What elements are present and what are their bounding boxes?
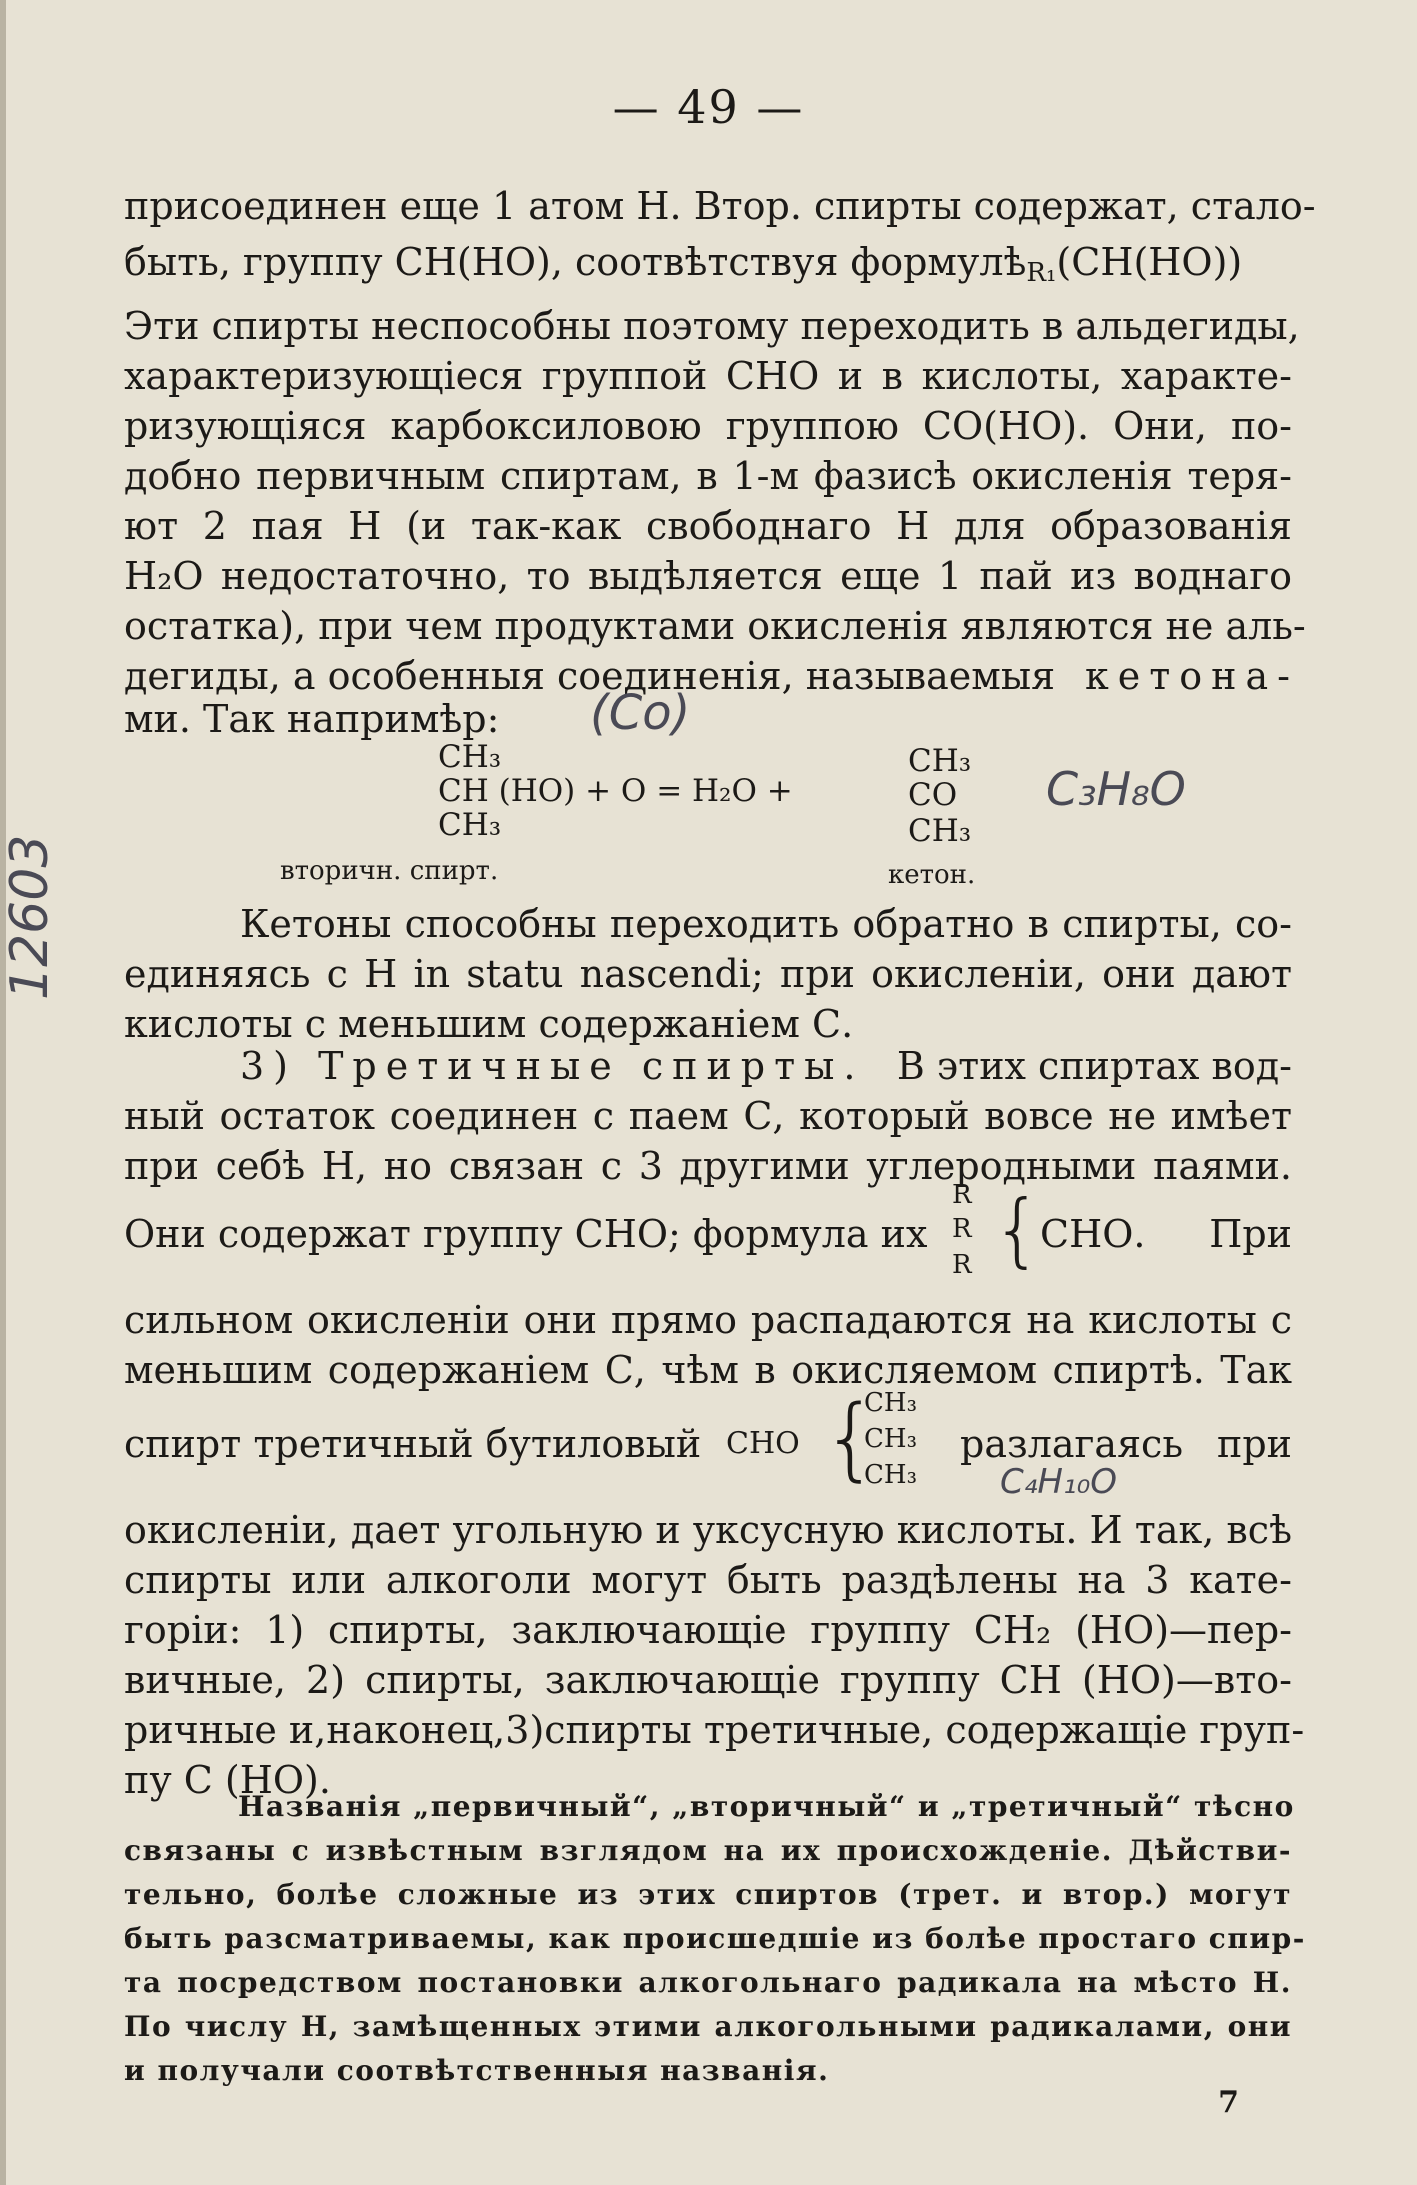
reaction-left-bot: СН₃ <box>438 807 502 843</box>
text-line: разлагаясь при <box>960 1422 1292 1466</box>
note-line: Названія „первичный“, „вторичный“ и „третичный“ тѣсно <box>238 1790 1295 1823</box>
text-line: ми. Так напримѣр: <box>124 697 500 741</box>
formula-r: R <box>952 1250 972 1280</box>
text-line: дегиды, а особенныя соединенія, называемыя <box>124 654 1056 698</box>
handwritten-formula: С₄Н₁₀О <box>1000 1462 1117 1502</box>
formula-group: СНО. <box>1040 1212 1146 1256</box>
brace-icon: { <box>822 1386 880 1491</box>
text-line: Кетоны способны переходить обратно в спирты, со- <box>240 902 1292 946</box>
formula-r: R <box>952 1180 972 1210</box>
text-line: при себѣ Н, но связан с 3 другими углеродными паями. <box>124 1144 1292 1188</box>
text-line: сильном окисленіи они прямо распадаются на кислоты с <box>124 1298 1292 1342</box>
handwritten-formula: С₃Н₈О <box>1046 762 1186 816</box>
reaction-right-mid: СО <box>908 777 958 813</box>
text-line <box>124 238 1243 288</box>
formula-group: (СН(НО)) <box>1056 240 1243 284</box>
text-line: спирт третичный бутиловый <box>124 1422 702 1466</box>
section-heading: 3) Третичные спирты. <box>240 1044 865 1088</box>
text-line: добно первичным спиртам, в 1-м фазисѣ окисленія теря- <box>124 454 1292 498</box>
formula-group: СНО <box>726 1426 800 1461</box>
text-line: горіи: 1) спирты, заключающіе группу СН₂ (НО)—пер- <box>124 1608 1292 1652</box>
formula-sub: СН₃ <box>864 1460 917 1490</box>
text-line: Эти спирты неспособны поэтому переходить в альдегиды, <box>124 304 1300 348</box>
text-line: пу С (НО). <box>124 1758 331 1802</box>
text-line: Н₂О недостаточно, то выдѣляется еще 1 пай из воднаго <box>124 554 1292 598</box>
margin-handwriting: 12603 <box>0 834 60 1000</box>
brace-icon: { <box>992 1183 1043 1276</box>
text-line: ный остаток соединен с паем С, который вовсе не имѣет <box>124 1094 1292 1138</box>
text-line: При <box>1209 1212 1292 1256</box>
note-line: и получали соотвѣтственныя названія. <box>124 2054 830 2087</box>
text-line: единяясь с Н in statu nascendi; при окисленіи, они дают <box>124 952 1292 996</box>
keton-word: кетона- <box>1085 654 1299 698</box>
formula-r: R₁ <box>1026 258 1057 288</box>
note-line: тельно, болѣе сложные из этих спиртов (трет. и втор.) могут <box>124 1878 1292 1911</box>
text-line: ют 2 пая Н (и так-как свободнаго Н для образованія <box>124 504 1292 548</box>
reaction-right-bot: СН₃ <box>908 813 972 849</box>
note-line: связаны с извѣстным взглядом на их происхожденіе. Дѣйстви- <box>124 1834 1292 1867</box>
text-line-span: быть, группу СН(НО), соотвѣтствуя формулѣ <box>124 240 1027 284</box>
signature-mark: 7 <box>1218 2085 1239 2120</box>
formula-sub: СН₃ <box>864 1388 917 1418</box>
text-line: характеризующіеся группой СНО и в кислоты, характе- <box>124 354 1292 398</box>
note-line: быть разсматриваемы, как происшедшіе из болѣе простаго спир- <box>124 1922 1306 1955</box>
reaction-left-top: СН₃ <box>438 739 502 775</box>
text-line: присоединен еще 1 атом Н. Втор. спирты содержат, стало- <box>124 184 1316 228</box>
text-line: В этих спиртах вод- <box>896 1044 1292 1088</box>
text-line: спирты или алкоголи могут быть раздѣлены на 3 кате- <box>124 1558 1292 1602</box>
text-line: кислоты с меньшим содержаніем С. <box>124 1002 854 1046</box>
reaction-left-mid: СН (НО) + О = Н₂О + <box>438 773 793 809</box>
text-line: Они содержат группу СНО; формула их <box>124 1212 928 1256</box>
formula-sub: СН₃ <box>864 1424 917 1454</box>
text-line: остатка), при чем продуктами окисленія являются не аль- <box>124 604 1306 648</box>
text-line: окисленіи, дает угольную и уксусную кислоты. И так, всѣ <box>124 1508 1292 1552</box>
reaction-label-right: кетон. <box>888 860 976 890</box>
page-number: — 49 — <box>612 80 805 134</box>
formula-r: R <box>952 1214 972 1244</box>
text-line: меньшим содержаніем С, чѣм в окисляемом спиртѣ. Так <box>124 1348 1292 1392</box>
text-line: ризующіяся карбоксиловою группою СО(НО). Они, по- <box>124 404 1292 448</box>
text-line: вичные, 2) спирты, заключающіе группу СН (НО)—вто- <box>124 1658 1292 1702</box>
note-line: та посредством постановки алкогольнаго радикала на мѣсто Н. <box>124 1966 1292 1999</box>
page-edge <box>0 0 6 2185</box>
note-line: По числу Н, замѣщенных этими алкогольными радикалами, они <box>124 2010 1292 2043</box>
reaction-right-top: СН₃ <box>908 743 972 779</box>
reaction-label-left: вторичн. спирт. <box>280 856 499 886</box>
text-line: ричные и,наконец,3)спирты третичные, содержащіе груп- <box>124 1708 1305 1752</box>
handwritten-note: (Со) <box>590 685 691 741</box>
